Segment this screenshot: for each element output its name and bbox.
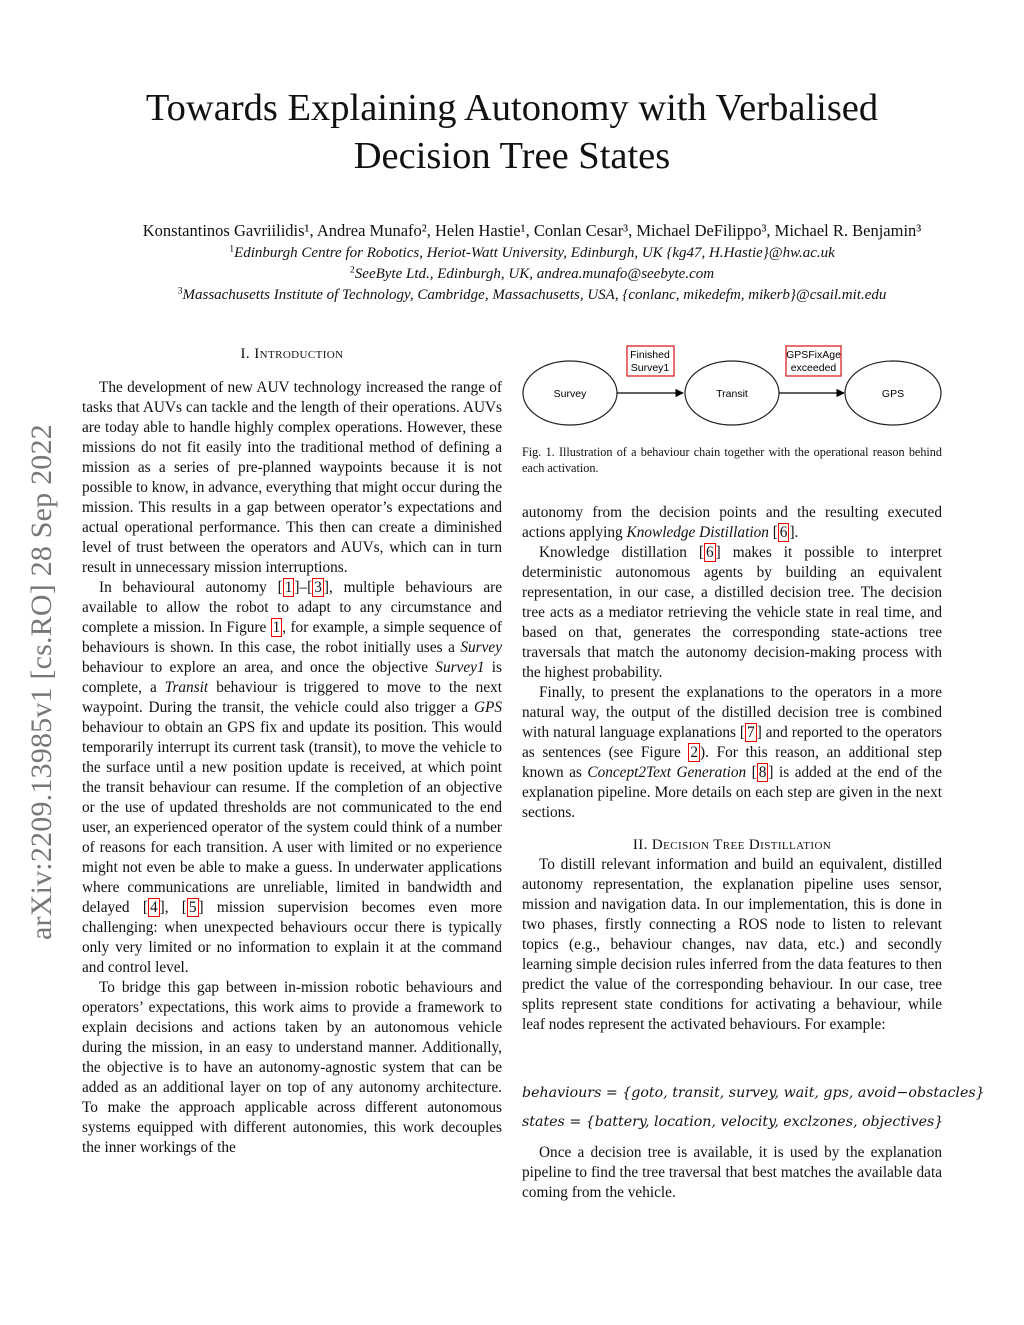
node-gps-label: GPS bbox=[881, 388, 905, 400]
title-line-1: Towards Explaining Autonomy with Verbalised bbox=[145, 87, 879, 129]
equation-states: states = {battery, location, velocity, exclzones, objectives} bbox=[522, 1114, 944, 1130]
citation-link-8[interactable]: 8 bbox=[758, 764, 767, 781]
intro-paragraph-1: The development of new AUV technology increased the range of tasks that AUVs can tackle and the length of their operations. AUVs are today able to handle highly complex operations. However, these missions do not fit easily into the traditional method of defining a mission as a series of pre-planned waypoints because it is not possible to know, in advance, everything that might occur during the mission. This results in a gap between operator’s expectations and actual operational performance. This then can create a diminished level of trust between the operators and AUVs, which can in turn result in unnecessary mission interruptions. bbox=[82, 379, 502, 576]
equation-behaviours: behaviours = {goto, transit, survey, wait, gps, avoid−obstacles} bbox=[522, 1085, 985, 1101]
title-line-2: Decision Tree States bbox=[353, 135, 671, 177]
section-2-heading: II. Decision Tree Distillation bbox=[632, 837, 832, 853]
affiliation-1-text: Edinburgh Centre for Robotics, Heriot-Watt University, Edinburgh, UK {kg47, H.Hastie}@hw.ac.uk bbox=[234, 245, 835, 261]
author-list: Konstantinos Gavriilidis¹, Andrea Munafo², Helen Hastie¹, Conlan Cesar³, Michael DeFilippo³, Michael R. Benjamin³ bbox=[142, 221, 922, 240]
arxiv-watermark: arXiv:2209.13985v1 [cs.RO] 28 Sep 2022 bbox=[25, 424, 58, 940]
reason-1-line-1: Finished bbox=[630, 349, 670, 361]
right-paragraph-3: Finally, to present the explanations to the operators in a more natural way, the output of the distilled decision tree is combined with natural language explanations [ 7 ] and reported to the operators as sentences (see Figure 2 ). For this reason, an additional step known as Concept2Text Generation [ 8 ] is added at the end of the explanation pipeline. More details on each step are given in the next sections. bbox=[522, 684, 943, 821]
section-1-heading: I. Introduction bbox=[240, 346, 344, 362]
paper-title bbox=[0, 84, 1024, 180]
affiliation-1-number: 1 bbox=[229, 243, 235, 255]
affiliation-3-text: Massachusetts Institute of Technology, Cambridge, Massachusetts, USA, {conlanc, mikedefm, mikerb}@csail.mit.edu bbox=[182, 287, 887, 303]
reason-2-line-2: exceeded bbox=[790, 362, 837, 374]
right-column-end bbox=[522, 1143, 942, 1203]
citation-link-1[interactable]: 1 bbox=[284, 579, 293, 596]
affiliation-3-number: 3 bbox=[177, 285, 183, 297]
reason-2-line-1: GPSFixAge bbox=[786, 349, 841, 361]
citation-link-3[interactable]: 3 bbox=[314, 579, 322, 596]
citation-link-7[interactable]: 7 bbox=[747, 724, 755, 741]
section-2-paragraph-1: To distill relevant information and build an equivalent, distilled autonomy representation, the explanation pipeline uses sensor, mission and navigation data. In our implementation, this is done in two phases, firstly connecting a ROS node to listen to relevant topics (e.g., behaviour changes, nav data, etc.) and secondly learning simple decision rules inferred from the data features to then predict the value of the corresponding behaviour. In our case, tree splits represent state conditions for activating a behaviour, while leaf nodes represent the activated behaviours. For example: bbox=[522, 856, 942, 1033]
affiliation-1 bbox=[60, 243, 1004, 263]
right-paragraph-2: Knowledge distillation [ 6 ] makes it possible to interpret deterministic autonomous agents by building an equivalent representation, in our case, a distilled decision tree. The decision tree acts as a mediator retrieving the vehicle state in real time, and based on that, generates the corresponding state-actions tree traversals that match the autonomy decision-making process with the highest probability. bbox=[522, 544, 942, 681]
citation-link-5[interactable]: 5 bbox=[188, 899, 197, 916]
reason-1-line-2: Survey1 bbox=[630, 362, 670, 374]
citation-link-6b[interactable]: 6 bbox=[705, 544, 714, 561]
figure-1-behaviour-chain bbox=[520, 342, 946, 442]
node-transit-label: Transit bbox=[716, 388, 748, 400]
figure-link-2[interactable]: 2 bbox=[690, 744, 699, 761]
figure-1-caption: Fig. 1. Illustration of a behaviour chain together with the operational reason behind each activation. bbox=[522, 445, 942, 475]
right-column bbox=[522, 503, 942, 1035]
figure-link-1[interactable]: 1 bbox=[272, 619, 281, 636]
citation-link-4[interactable]: 4 bbox=[149, 899, 158, 916]
node-survey-label: Survey bbox=[553, 388, 587, 400]
affiliation-2-number: 2 bbox=[349, 264, 355, 276]
left-column bbox=[82, 344, 502, 1158]
intro-paragraph-3: To bridge this gap between in-mission robotic behaviours and operators’ expectations, this work aims to provide a framework to explain decisions and actions taken by an autonomous vehicle during the mission, in an easy to understand manner. Additionally, the objective is to have an autonomy-agnostic system that can be added as an additional layer on top of any autonomy architecture. To make the approach applicable across different autonomous systems equipped with different autonomies, this work decouples the inner workings of the bbox=[82, 979, 502, 1156]
right-paragraph-last: Once a decision tree is available, it is used by the explanation pipeline to find the tree traversal that best matches the available data coming from the vehicle. bbox=[522, 1144, 942, 1201]
right-paragraph-1: autonomy from the decision points and the resulting executed actions applying Knowledge Distillation [ 6 ]. bbox=[522, 504, 942, 541]
affiliation-2 bbox=[60, 264, 1004, 284]
affiliation-3 bbox=[60, 285, 1004, 305]
citation-link-6a[interactable]: 6 bbox=[779, 524, 788, 541]
affiliation-2-text: SeeByte Ltd., Edinburgh, UK, andrea.munafo@seebyte.com bbox=[354, 266, 715, 282]
intro-paragraph-2: In behavioural autonomy [ 1 ]–[ 3 ], multiple behaviours are available to allow the robot to adapt to any circumstance and complete a mission. In Figure 1 , for example, a simple sequence of behaviours is shown. In this case, the robot initially uses a Survey behaviour to explore an area, and once the objective Survey1 is complete, a Transit behaviour is triggered to move to the next waypoint. During the transit, the vehicle could also trigger a GPS behaviour to obtain an GPS fix and update its position. This would temporarily interrupt its current task (transit), to move the vehicle to the surface until a new position update is received, at which point the transit behaviour can resume. If the completion of an objective or the use of updated thresholds are not communicated to the end user, an experienced operator of the system could think of a number of reasons for each transition. A user with limited or no experience might not even be able to make a guess. In underwater applications where communications are unreliable, limited in bandwidth and delayed [ 4 ], [ 5 ] mission supervision becomes even more challenging: when unexpected behaviours occur there is typically only very limited or no information to explain it at the command and control level. bbox=[82, 579, 503, 976]
